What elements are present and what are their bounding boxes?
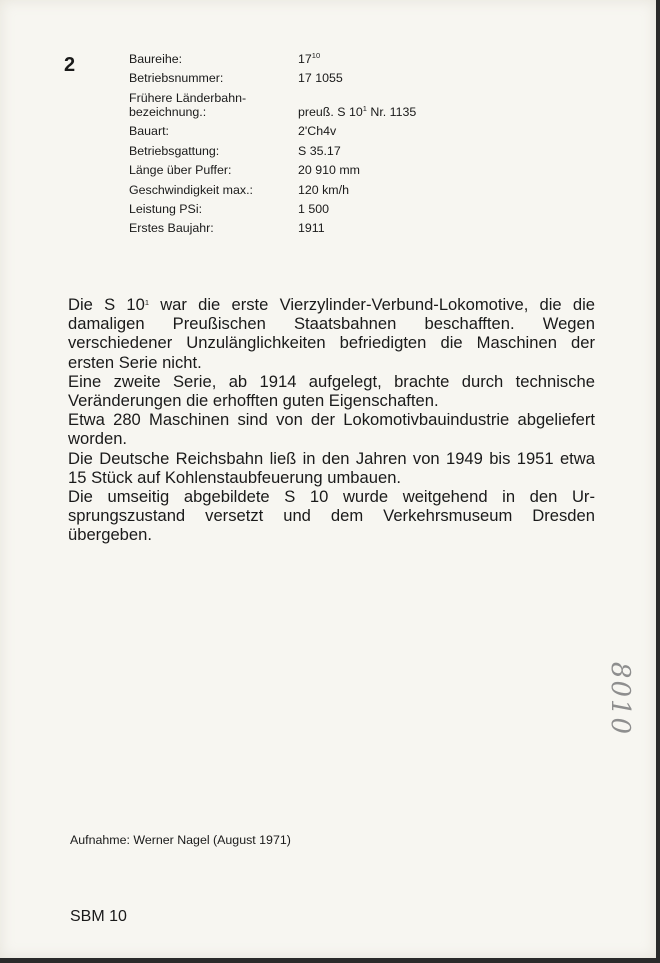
spec-value-main: preuß. S 10 <box>298 104 363 119</box>
spec-row-betriebsgattung <box>129 144 469 158</box>
paragraph-superscript: 1 <box>144 298 149 307</box>
spec-table <box>129 52 469 236</box>
spec-row-baureihe <box>129 52 469 66</box>
card-number: 2 <box>64 54 76 76</box>
spec-label: Bauart: <box>129 124 169 139</box>
description-paragraph: Die Deutsche Reichsbahn ließ in den Jahren von 1949 bis 1951 etwa 15 Stück auf Kohlenstaubfeuerung umbauen. <box>68 448 595 487</box>
spec-row-laenderbahn <box>129 91 469 119</box>
spec-value: 1911 <box>298 221 325 236</box>
spec-value: 120 km/h <box>298 182 349 197</box>
spec-label: Leistung PSi: <box>129 201 203 216</box>
description-paragraph: Eine zweite Serie, ab 1914 aufgelegt, brachte durch technische Veränderungen die erhofften guten Eigenschaften. <box>68 371 595 411</box>
spec-value: S 35.17 <box>298 143 341 158</box>
spec-value: 17 1055 <box>298 71 343 86</box>
handwritten-pencil-note: 8010 <box>605 661 635 737</box>
spec-row-betriebsnummer <box>129 71 469 85</box>
spec-row-laenge <box>129 163 469 177</box>
spec-label: Erstes Baujahr: <box>129 221 214 236</box>
paragraph-text: Die S 10 <box>68 295 145 314</box>
spec-value-main: 17 <box>298 52 312 66</box>
spec-value-superscript: 10 <box>311 51 321 60</box>
spec-label: Betriebsnummer: <box>129 71 224 86</box>
series-code: SBM 10 <box>70 908 127 925</box>
spec-value <box>298 105 469 119</box>
spec-value-superscript: 1 <box>362 103 367 113</box>
spec-label: Geschwindigkeit max.: <box>129 182 253 197</box>
spec-row-geschwindigkeit <box>129 183 469 197</box>
description-text <box>68 295 595 545</box>
spec-row-leistung <box>129 202 469 216</box>
description-paragraph: Etwa 280 Maschinen sind von der Lokomotivbauindustrie abgeliefert worden. <box>68 410 595 449</box>
spec-value-suffix: Nr. 1135 <box>366 104 417 119</box>
spec-value <box>298 52 469 66</box>
description-paragraph: Die umseitig abgebildete S 10 wurde weitgehend in den Ursprungszustand versetzt und dem Verkehrsmuseum Dresden übergeben. <box>68 487 595 545</box>
spec-label: Baureihe: <box>129 52 183 66</box>
description-paragraph <box>68 295 595 372</box>
photo-credit: Aufnahme: Werner Nagel (August 1971) <box>70 833 291 847</box>
spec-value: 2'Ch4v <box>298 124 337 139</box>
spec-row-bauart <box>129 124 469 138</box>
spec-row-baujahr <box>129 221 469 235</box>
spec-label: Betriebsgattung: <box>129 143 220 158</box>
spec-value: 1 500 <box>298 201 330 216</box>
spec-label: Frühere Länderbahn- bezeichnung.: <box>129 90 247 119</box>
spec-label: Länge über Puffer: <box>129 163 232 178</box>
paragraph-text-rest: war die erste Vierzylinder-Verbund-Lokomotive, die die damaligen Preußischen Staatsbahnen beschafften. Wegen verschiedener Unzulänglichkeiten befriedigten die Maschinen der ersten Serie nicht. <box>68 295 595 372</box>
spec-value: 20 910 mm <box>298 163 360 178</box>
